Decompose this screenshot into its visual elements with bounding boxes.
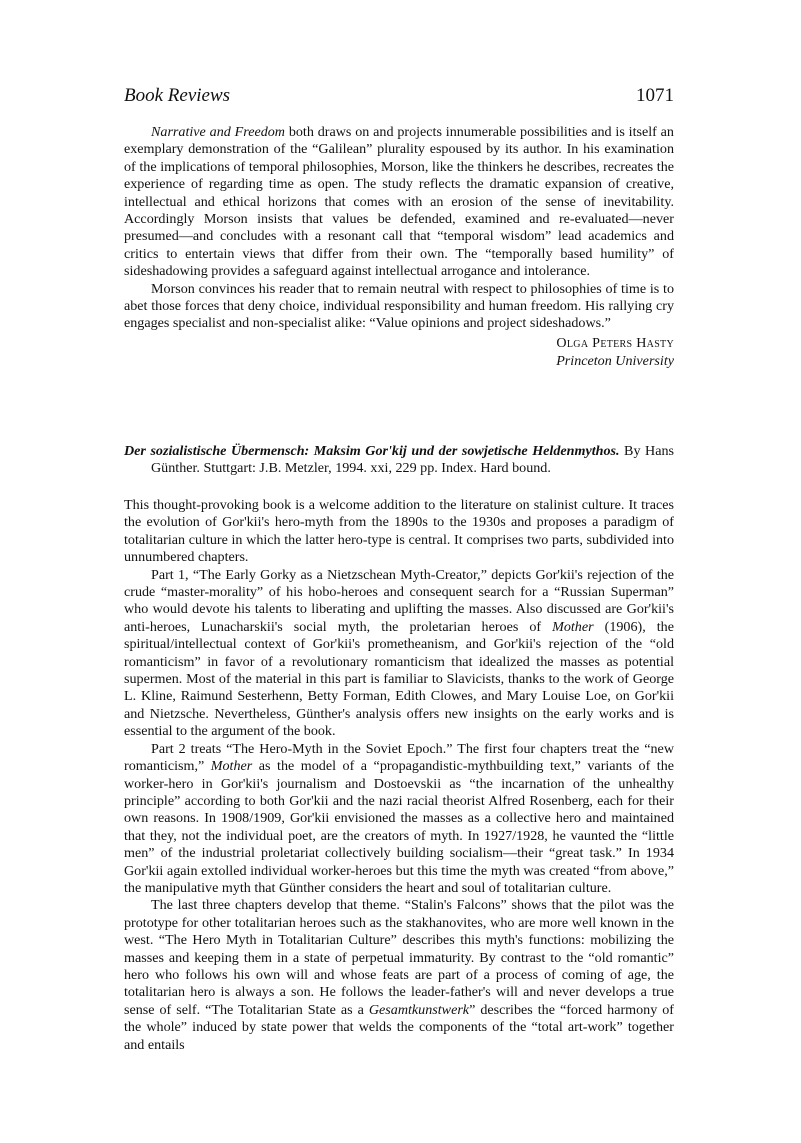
section-title: Book Reviews (124, 85, 231, 106)
review-2-paragraph: Part 1, “The Early Gorky as a Nietzschean Myth-Creator,” depicts Gor'kii's rejection of the crude “master-morality” of his hobo-heroes and consequent search for a “Russian Superman” who would devote his talents to liberating and uplifting the masses. Also discussed are Gor'kii's anti-heroes, Lunacharskii's social myth, the proletarian heroes of Mother (1906), the spiritual/intellectual context of Gor'kii's prometheanism, and Gor'kii's rejection of the “old romanticism” in favor of a revolutionary romanticism that idealized the masses as potential supermen. Most of the material in this part is familiar to Slavicists, thanks to the work of George L. Kline, Raimund Sesterhenn, Betty Forman, Edith Clowes, and Mary Louise Loe, on Gor'kii and Nietzsche. Nevertheless, Günther's analysis offers new insights on the early works and is essential to the argument of the book. (124, 566, 674, 740)
review-2-body (124, 497, 674, 1054)
review-2-paragraph: Part 2 treats “The Hero-Myth in the Soviet Epoch.” The first four chapters treat the “new romanticism,” Mother as the model of a “propagandistic-mythbuilding text,” variants of the worker-hero in Gor'kii's journalism and Dostoevskii as “the incarnation of the unhealthy principle” according to both Gor'kii and the nazi racial theorist Alfred Rosenberg, each for their own reasons. In 1908/1909, Gor'kii envisioned the masses as a collective hero and maintained that they, not the individual poet, are the creators of myth. In 1927/1928, he vaunted the “little men” of the industrial proletariat collectively building socialism—their “great task.” In 1934 Gor'kii again extolled individual worker-heroes but this time the myth was created “from above,” the manipulative myth that Günther considers the heart and soul of totalitarian culture. (124, 740, 674, 896)
review-2-citation (124, 443, 674, 478)
running-head (124, 85, 674, 109)
review-2-paragraph: The last three chapters develop that theme. “Stalin's Falcons” shows that the pilot was the prototype for other totalitarian heroes such as the stakhanovites, who are more well known in the west. “The Hero Myth in Totalitarian Culture” describes this myth's functions: mobilizing the masses and keeping them in a state of perpetual immaturity. By contrast to the “old romantic” hero who follows his own will and whose feats are part of a process of coming of age, the totalitarian hero is always a son. He follows the leader-father's will and never develops a true sense of self. “The Totalitarian State as a Gesamtkunstwerk” describes the “forced harmony of the whole” induced by state power that welds the components of the “total art-work” together and entails (124, 897, 674, 1053)
reviewer-affiliation: Princeton University (556, 353, 674, 369)
reviewer-signature (556, 334, 674, 370)
book-title: Der sozialistische Übermensch: Maksim Gor'kij und der sowjetische Heldenmythos. (124, 443, 620, 459)
reviewer-name: Olga Peters Hasty (556, 335, 674, 351)
book-details: By Hans Günther. Stuttgart: J.B. Metzler, 1994. xxi, 229 pp. Index. Hard bound. (151, 443, 674, 477)
review-1-body (124, 124, 674, 333)
review-1-paragraph: Narrative and Freedom both draws on and projects innumerable possibilities and is itself an exemplary demonstration of the “Galilean” plurality espoused by its author. In his examination of the implications of temporal philosophies, Morson, like the thinkers he describes, recreates the experience of regarding time as open. The study reflects the dramatic expansion of creative, intellectual and ethical horizons that comes with an erosion of the sense of inevitability. Accordingly Morson insists that values be defended, examined and re-evaluated—never presumed—and concludes with a resonant call that “temporal wisdom” lead academics and critics to entertain views that differ from their own. The “temporally based humility” of sideshadowing provides a safeguard against intellectual arrogance and intolerance. (124, 124, 674, 280)
review-2-paragraph: This thought-provoking book is a welcome addition to the literature on stalinist culture. It traces the evolution of Gor'kii's hero-myth from the 1890s to the 1930s and proposes a paradigm of totalitarian culture in which the latter hero-type is central. It comprises two parts, subdivided into unnumbered chapters. (124, 497, 674, 566)
book-title-italic: Narrative and Freedom (151, 124, 285, 140)
page-number: 1071 (636, 85, 674, 106)
review-1-paragraph: Morson convinces his reader that to remain neutral with respect to philosophies of time is to abet those forces that deny choice, individual responsibility and human freedom. His rallying cry engages specialist and non-specialist alike: “Value opinions and project sideshadows.” (124, 280, 674, 332)
